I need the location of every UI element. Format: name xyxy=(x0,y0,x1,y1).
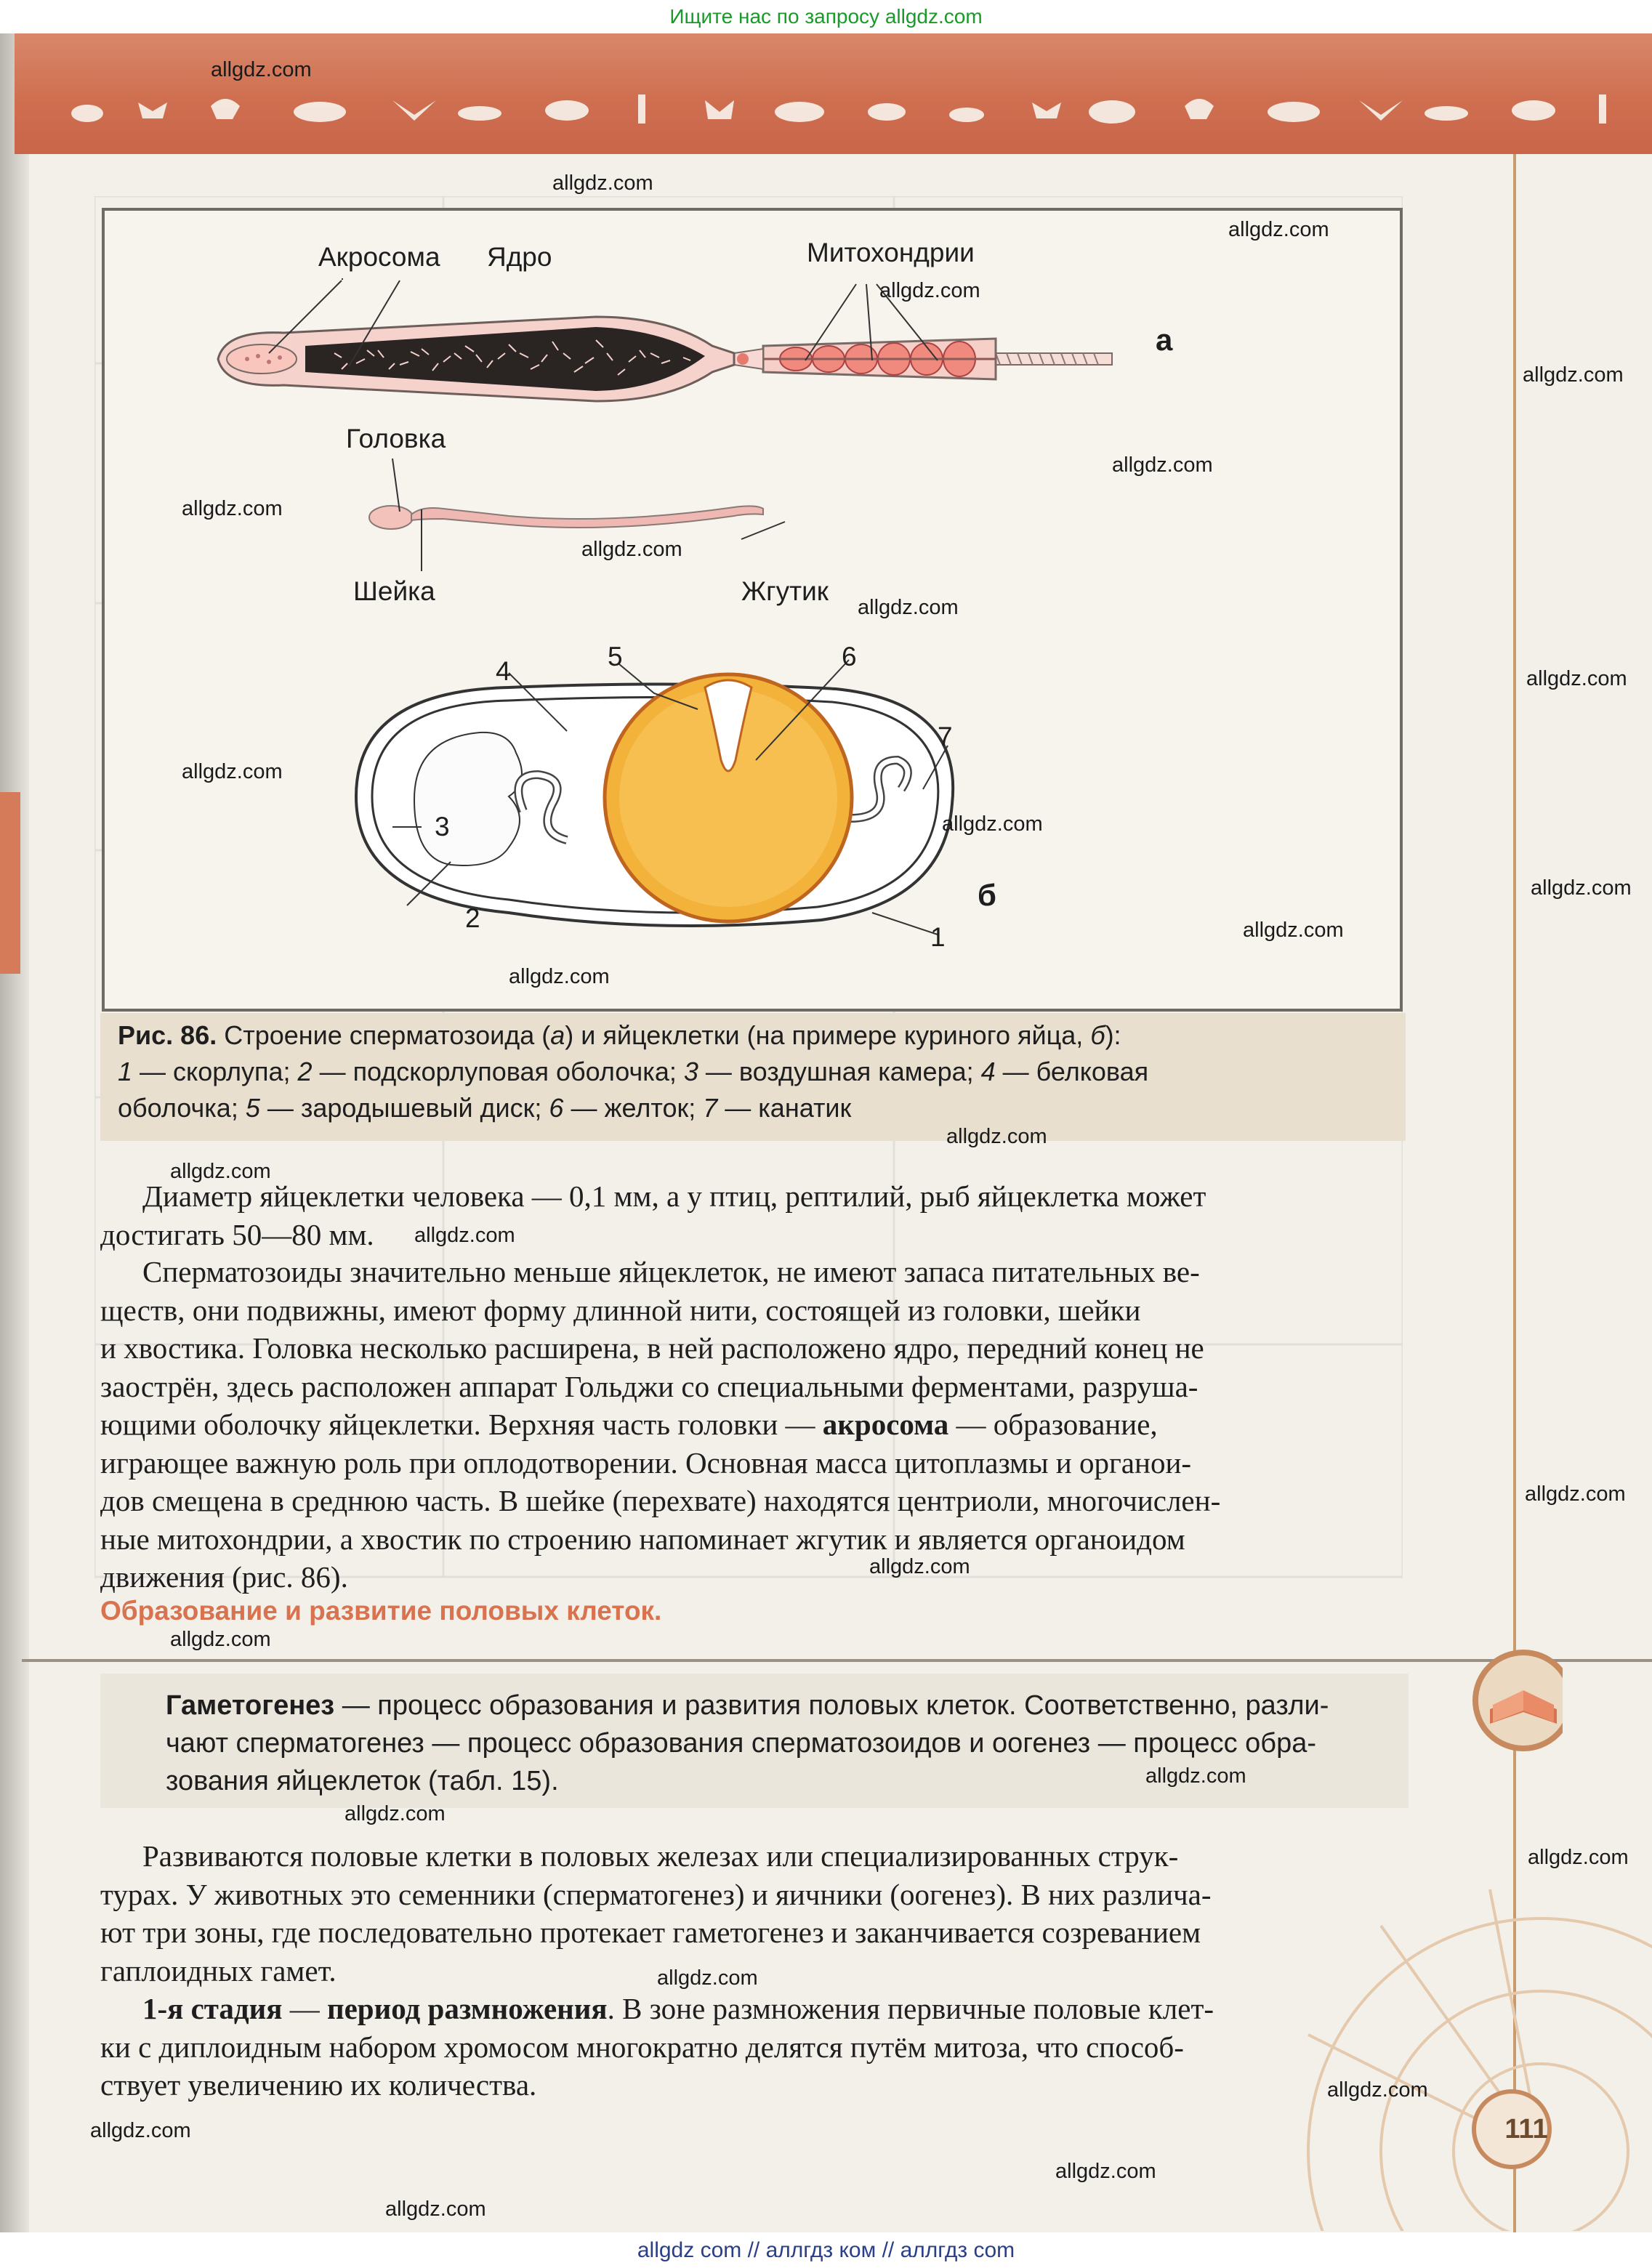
text-line xyxy=(100,1177,1409,1216)
watermark: allgdz.com xyxy=(182,760,283,783)
text-line: ют три зоны, где последовательно протекает гаметогенез и заканчивается созреванием xyxy=(100,1916,1201,1949)
caption-num: 2 xyxy=(297,1057,313,1086)
text-line: ществ, они подвижны, имеют форму длинной нити, состоящей из головки, шейки xyxy=(100,1293,1141,1327)
caption-text: — белковая xyxy=(995,1057,1149,1086)
watermark: allgdz.com xyxy=(344,1802,446,1825)
section-title: Образование и развитие половых клеток. xyxy=(100,1596,662,1626)
bison-icon xyxy=(1089,100,1135,124)
watermark: allgdz.com xyxy=(182,497,283,520)
label-head: Головка xyxy=(346,424,446,453)
page-binding-shadow xyxy=(0,29,29,2253)
caption-num: 1 xyxy=(118,1057,133,1086)
caption-text: ): xyxy=(1105,1020,1121,1050)
watermark: allgdz.com xyxy=(858,596,959,619)
text-line xyxy=(100,1990,1409,2028)
label-1: 1 xyxy=(930,922,946,952)
caption-line-2 xyxy=(118,1054,1406,1090)
text-line-content: . В зоне размножения первичные половые клет- xyxy=(607,1992,1214,2025)
watermark: allgdz.com xyxy=(1055,2160,1156,2183)
text-line: движения (рис. 86). xyxy=(100,1560,348,1594)
watermark: allgdz.com xyxy=(414,1224,515,1247)
caption-figure-number: Рис. 86. xyxy=(118,1020,217,1050)
animal-silhouette-icons xyxy=(71,94,1606,124)
text-line: гаплоидных гамет. xyxy=(100,1953,337,1987)
text-line: ствует увеличению их количества. xyxy=(100,2068,537,2102)
centriole-dot xyxy=(737,353,749,365)
caption-text: ) и яйцеклетки (на примере куриного яйца, xyxy=(565,1020,1091,1050)
label-nucleus: Ядро xyxy=(487,242,552,272)
goat-icon xyxy=(545,100,589,121)
text-line-content: — xyxy=(282,1992,327,2025)
paragraph-stage-1 xyxy=(100,1990,1409,2104)
text-line xyxy=(100,1837,1409,1876)
swallow-icon xyxy=(392,100,436,121)
stage-period: период размножения xyxy=(326,1992,608,2025)
caption-num: 4 xyxy=(980,1057,996,1086)
label-4: 4 xyxy=(496,656,511,686)
paragraph-egg-diameter xyxy=(100,1177,1409,1254)
label-neck: Шейка xyxy=(353,576,435,606)
term-gametogenesis: Гаметогенез xyxy=(166,1690,335,1721)
small-sperm-tail xyxy=(411,506,763,528)
text-line-content: ющими оболочку яйцеклетки. Верхняя часть головки — xyxy=(100,1408,823,1441)
caption-text: — подскорлуповая оболочка; xyxy=(312,1057,684,1086)
watermark: allgdz.com xyxy=(170,1160,271,1183)
label-7: 7 xyxy=(938,722,953,751)
watermark: allgdz.com xyxy=(1228,218,1329,241)
caption-num: 7 xyxy=(703,1093,718,1123)
air-cell xyxy=(414,733,522,865)
label-acrosome: Акросома xyxy=(318,242,440,272)
site-banner-top[interactable]: Ищите нас по запросу allgdz.com xyxy=(0,0,1652,33)
label-mitochondria: Митохондрии xyxy=(807,238,975,267)
goat-icon-2 xyxy=(1512,100,1555,121)
caption-num: 6 xyxy=(549,1093,564,1123)
text-line: играющее важную роль при оплодотворении. Основная масса цитоплазмы и органои- xyxy=(100,1445,1192,1480)
paragraph-sperm-structure xyxy=(100,1253,1409,1597)
caption-line-3 xyxy=(118,1090,1406,1126)
watermark: allgdz.com xyxy=(1525,1482,1626,1506)
chapter-header-banner xyxy=(15,33,1652,154)
small-sperm-head xyxy=(369,506,413,529)
butterfly-icon xyxy=(138,102,167,118)
caption-num: 3 xyxy=(683,1057,698,1086)
text-line: ные митохондрии, а хвостик по строению напоминает жгутик и является органоидом xyxy=(100,1522,1185,1556)
text-line-content: Сперматозоиды значительно меньше яйцеклеток, не имеют запаса питательных ве- xyxy=(142,1255,1200,1288)
deer-icon xyxy=(775,102,824,122)
stage-label: 1-я стадия xyxy=(142,1992,283,2025)
watermark: allgdz.com xyxy=(552,171,653,195)
label-flagellum: Жгутик xyxy=(741,576,829,606)
label-part-a: а xyxy=(1156,323,1173,357)
watermark: allgdz.com xyxy=(946,1125,1047,1148)
fish-icon-2 xyxy=(1425,106,1468,121)
caption-italic-a: а xyxy=(550,1020,565,1050)
label-6: 6 xyxy=(842,642,857,671)
watermark: allgdz.com xyxy=(385,2198,486,2221)
term-acrosome: акросома xyxy=(822,1408,949,1441)
definition-line xyxy=(166,1687,1409,1724)
text-line-content: Развиваются половые клетки в половых железах или специализированных струк- xyxy=(142,1839,1179,1873)
caption-line-1 xyxy=(118,1017,1406,1054)
watermark: allgdz.com xyxy=(1523,363,1624,387)
label-3: 3 xyxy=(435,812,450,842)
definition-text: — процесс образования и развития половых клеток. Соответственно, разли- xyxy=(334,1690,1329,1721)
butterfly-icon-2 xyxy=(1032,102,1061,118)
watermark: allgdz.com xyxy=(170,1628,271,1651)
decorative-circles xyxy=(1236,1817,1652,2231)
watermark: allgdz.com xyxy=(1327,2078,1428,2102)
text-line xyxy=(100,1216,1409,1254)
label-part-b: б xyxy=(978,878,996,912)
horse-icon xyxy=(294,102,346,122)
watermark: allgdz.com xyxy=(1528,1846,1629,1869)
definition-line: чают сперматогенез — процесс образования сперматозоидов и оогенез — процесс обра- xyxy=(166,1728,1316,1759)
caption-num: 5 xyxy=(245,1093,260,1123)
page-number: 111 xyxy=(1504,2114,1548,2144)
text-line: заострён, здесь расположен аппарат Гольджи со специальными ферментами, разруша- xyxy=(100,1369,1198,1403)
text-line-content: достигать 50—80 мм. xyxy=(100,1217,374,1251)
left-edge-tab xyxy=(0,792,20,974)
text-line: турах. У животных это семенники (сперматогенез) и яичники (оогенез). В них различа- xyxy=(100,1877,1212,1911)
caption-italic-b: б xyxy=(1090,1020,1105,1050)
figure-86-illustration xyxy=(102,208,1403,1012)
scorpion-icon-2 xyxy=(1185,99,1214,119)
label-5: 5 xyxy=(608,642,623,671)
text-line-content: — образование, xyxy=(948,1408,1158,1441)
caption-text: — воздушная камера; xyxy=(698,1057,981,1086)
watermark: allgdz.com xyxy=(1112,453,1213,477)
acrosome xyxy=(227,344,297,374)
watermark: allgdz.com xyxy=(657,1966,758,1990)
watermark: allgdz.com xyxy=(1145,1764,1246,1788)
watermark: allgdz.com xyxy=(211,58,312,81)
figure-86-caption xyxy=(100,1013,1406,1141)
watermark: allgdz.com xyxy=(1243,919,1344,942)
swallow-icon-2 xyxy=(1359,100,1403,121)
text-line: ки с диплоидным набором хромосом многократно делятся путём митоза, что способ- xyxy=(100,2030,1184,2064)
bird-icon xyxy=(71,105,103,122)
bird-icon-2 xyxy=(949,108,984,122)
watermark: allgdz.com xyxy=(581,538,682,561)
watermark: allgdz.com xyxy=(942,812,1043,836)
caption-text: — канатик xyxy=(717,1093,852,1123)
section-separator xyxy=(22,1659,1652,1662)
text-line: дов смещена в среднюю часть. В шейке (перехвате) находятся центриоли, многочислен- xyxy=(100,1484,1221,1517)
fox-icon xyxy=(868,103,906,121)
text-line: и хвостика. Головка несколько расширена, в ней расположено ядро, передний конец не xyxy=(100,1331,1204,1365)
scorpion-icon xyxy=(211,99,240,119)
horse-icon-2 xyxy=(1268,102,1320,122)
book-icon xyxy=(1461,1642,1563,1759)
fish-icon xyxy=(458,106,501,121)
text-line xyxy=(100,1405,1409,1444)
watermark: allgdz.com xyxy=(1526,667,1627,690)
caption-text: — желток; xyxy=(563,1093,704,1123)
watermark: allgdz.com xyxy=(509,965,610,988)
text-line-content: Диаметр яйцеклетки человека — 0,1 мм, а у птиц, рептилий, рыб яйцеклетка может xyxy=(142,1179,1206,1213)
caption-text: оболочка; xyxy=(118,1093,246,1123)
animal-silhouettes-strip xyxy=(15,33,1652,154)
label-2: 2 xyxy=(465,903,480,933)
definition-line: зования яйцеклеток (табл. 15). xyxy=(166,1766,559,1796)
watermark: allgdz.com xyxy=(90,2119,191,2142)
site-banner-bottom[interactable]: allgdz com // аллгдз ком // аллгдз com xyxy=(0,2232,1652,2268)
text-line xyxy=(100,1253,1409,1291)
meerkat-icon-2 xyxy=(1599,94,1606,124)
watermark: allgdz.com xyxy=(879,279,980,302)
caption-text: Строение сперматозоида ( xyxy=(217,1020,551,1050)
fly-icon xyxy=(705,100,734,119)
watermark: allgdz.com xyxy=(1531,876,1632,900)
watermark: allgdz.com xyxy=(869,1555,970,1578)
caption-text: — скорлупа; xyxy=(132,1057,298,1086)
caption-text: — зародышевый диск; xyxy=(259,1093,549,1123)
meerkat-icon xyxy=(638,94,645,124)
